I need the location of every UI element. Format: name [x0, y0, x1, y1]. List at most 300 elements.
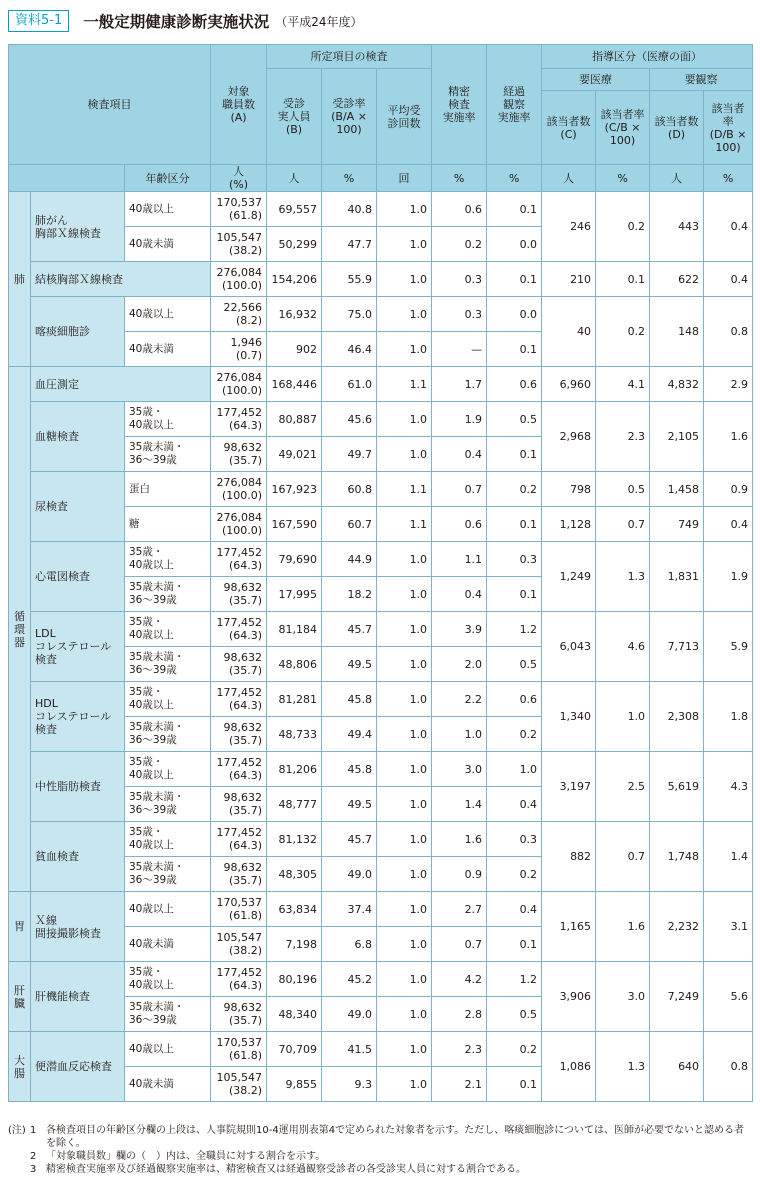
examinee-count-text: 48,806 [278, 657, 318, 671]
examinee-count [267, 787, 322, 822]
target-staff-count-text: 276,084 [216, 266, 263, 279]
detail-exam-rate [432, 1067, 487, 1102]
examinee-count-text: 81,184 [278, 622, 318, 636]
age-group [125, 752, 211, 787]
examinee-count [267, 332, 322, 367]
age-group-text: 40歳以上 [129, 979, 174, 991]
target-staff-count-text: (38.2) [228, 944, 263, 957]
target-staff-count-text: 105,547 [216, 1071, 263, 1084]
observation-count-text: 640 [678, 1060, 700, 1073]
target-staff-count-text: (64.3) [228, 419, 263, 432]
observation-rate [704, 472, 753, 507]
age-group-text: 35歳・ [129, 756, 164, 768]
follow-up-rate [487, 472, 542, 507]
examinee-count [267, 682, 322, 717]
target-staff-count-text: (35.7) [228, 454, 263, 467]
exam-item-name-text: 胸部Ｘ線検査 [35, 226, 101, 240]
observation-count [650, 542, 704, 612]
observation-rate [704, 752, 753, 822]
avg-visits-text: 1.0 [409, 692, 428, 706]
treatment-rate [596, 892, 650, 962]
treatment-count-text: 2,968 [559, 430, 592, 443]
follow-up-rate-text: 0.6 [519, 692, 538, 706]
category-label [9, 1032, 31, 1102]
treatment-count-text: 6,043 [559, 640, 592, 653]
treatment-count-text: 210 [570, 272, 592, 286]
table-row [9, 542, 753, 577]
avg-visits-text: 1.1 [409, 482, 428, 496]
exam-rate-text: 47.7 [347, 237, 373, 251]
target-staff-count-text: 98,632 [223, 651, 263, 664]
header-unit [432, 165, 487, 192]
exam-item-name-text: 結核胸部Ｘ線検査 [35, 272, 123, 286]
follow-up-rate-text: 0.0 [519, 237, 538, 251]
target-staff-count [211, 822, 267, 857]
age-group-text: 35歳・ [129, 966, 164, 978]
observation-rate-text: 2.9 [730, 377, 749, 391]
target-staff-count-text: 177,452 [216, 546, 263, 559]
examinee-count [267, 962, 322, 997]
target-staff-count-text: (35.7) [228, 1014, 263, 1027]
header-detail-exam-rate [432, 45, 487, 165]
follow-up-rate-text: 1.0 [519, 762, 538, 776]
exam-rate [322, 612, 377, 647]
follow-up-rate-text: 0.1 [519, 272, 538, 286]
detail-exam-rate-text: 1.9 [464, 412, 483, 426]
examinee-count-text: 80,887 [278, 412, 318, 426]
exam-rate-text: 44.9 [347, 552, 373, 566]
detail-exam-rate [432, 682, 487, 717]
observation-rate [704, 192, 753, 262]
avg-visits [377, 822, 432, 857]
detail-exam-rate-text: — [471, 342, 483, 356]
observation-count [650, 682, 704, 752]
target-staff-count [211, 192, 267, 227]
examinee-count-text: 81,206 [278, 762, 318, 776]
table-row [9, 752, 753, 787]
treatment-rate-text: 2.3 [627, 430, 646, 443]
header-examinees-text: (B) [285, 123, 303, 136]
header-rate-d-text: 100) [715, 140, 741, 154]
exam-item-name-text: 尿検査 [35, 500, 68, 513]
treatment-count-text: 40 [577, 325, 592, 338]
header-examinees-text: 実人員 [277, 110, 311, 123]
treatment-count-text: 1,165 [559, 920, 592, 933]
header-unit-text: % [343, 171, 355, 185]
target-staff-count [211, 472, 267, 507]
exam-rate [322, 962, 377, 997]
target-staff-count-text: 98,632 [223, 441, 263, 454]
detail-exam-rate-text: 2.8 [464, 1007, 483, 1021]
target-staff-count-text: (35.7) [228, 594, 263, 607]
header-avg-visits-text: 診回数 [387, 116, 421, 130]
exam-rate-text: 45.2 [347, 972, 373, 986]
observation-rate-text: 4.3 [730, 780, 749, 793]
follow-up-rate-text: 0.2 [519, 727, 538, 741]
follow-up-rate [487, 717, 542, 752]
category-char: 大 [14, 1053, 25, 1067]
observation-count-text: 622 [678, 272, 700, 286]
header-examinees [267, 69, 322, 165]
exam-item-name-text: 間接撮影検査 [35, 926, 101, 940]
target-staff-count-text: 177,452 [216, 686, 263, 699]
follow-up-rate-text: 0.3 [519, 552, 538, 566]
follow-up-rate [487, 192, 542, 227]
header-rate-c-text: (C/B × [604, 121, 641, 134]
examinee-count-text: 9,855 [285, 1077, 318, 1091]
examinee-count [267, 857, 322, 892]
examinee-count-text: 167,590 [271, 517, 318, 531]
header-unit-text: 人 [288, 171, 300, 185]
target-staff-count-text: 98,632 [223, 1001, 263, 1014]
observation-count-text: 148 [678, 325, 700, 338]
exam-rate [322, 997, 377, 1032]
avg-visits [377, 332, 432, 367]
header-needs-observation [650, 69, 753, 91]
target-staff-count-text: 177,452 [216, 616, 263, 629]
header-follow-up-rate-text: 実施率 [497, 111, 531, 124]
treatment-count-text: 1,340 [559, 710, 592, 723]
examinee-count [267, 612, 322, 647]
header-target-unit-text: 人 [233, 165, 245, 178]
header-rate-c-text: 100) [609, 134, 636, 147]
target-staff-count-text: (8.2) [235, 314, 263, 327]
treatment-rate [596, 542, 650, 612]
examinee-count-text: 48,305 [278, 867, 318, 881]
exam-rate [322, 822, 377, 857]
examinee-count [267, 927, 322, 962]
age-group [125, 577, 211, 612]
avg-visits-text: 1.0 [409, 237, 428, 251]
follow-up-rate [487, 647, 542, 682]
detail-exam-rate [432, 472, 487, 507]
examinee-count [267, 717, 322, 752]
header-needs-treatment-text: 要医療 [579, 73, 613, 86]
observation-rate-text: 3.1 [730, 920, 749, 933]
target-staff-count [211, 612, 267, 647]
header-age-group-text: 年齢区分 [145, 171, 190, 185]
exam-item-name-text: HDL [35, 697, 58, 710]
target-staff-count-text: (35.7) [228, 804, 263, 817]
treatment-rate [596, 402, 650, 472]
age-group-text: 36〜39歳 [129, 804, 177, 816]
table-row [9, 962, 753, 997]
exam-rate [322, 332, 377, 367]
header-target-staff-text: 対象 [227, 85, 250, 98]
age-group [125, 892, 211, 927]
target-staff-count [211, 997, 267, 1032]
target-staff-count-text: 177,452 [216, 406, 263, 419]
target-staff-count-text: (64.3) [228, 979, 263, 992]
examinee-count-text: 168,446 [271, 377, 318, 391]
avg-visits [377, 297, 432, 332]
avg-visits-text: 1.0 [409, 797, 428, 811]
examinee-count-text: 48,777 [278, 797, 318, 811]
avg-visits-text: 1.0 [409, 622, 428, 636]
table-row [9, 192, 753, 227]
examinee-count [267, 892, 322, 927]
follow-up-rate-text: 1.2 [519, 972, 538, 986]
header-count-d [650, 91, 704, 165]
exam-item-name-text: 喀痰細胞診 [35, 325, 90, 338]
examinee-count [267, 402, 322, 437]
observation-rate [704, 507, 753, 542]
treatment-count-text: 6,960 [559, 377, 592, 391]
exam-item-name [31, 962, 125, 1032]
examinee-count [267, 297, 322, 332]
examinee-count [267, 822, 322, 857]
observation-rate [704, 297, 753, 367]
target-staff-count [211, 367, 267, 402]
header-examinees-text: 受診 [283, 97, 306, 110]
avg-visits [377, 437, 432, 472]
detail-exam-rate-text: 0.6 [464, 517, 483, 531]
footnote-item [8, 1163, 752, 1176]
target-staff-count [211, 647, 267, 682]
exam-rate-text: 6.8 [354, 937, 373, 951]
target-staff-count [211, 402, 267, 437]
detail-exam-rate-text: 4.2 [464, 972, 483, 986]
table-row [9, 892, 753, 927]
header-prescribed-exam-text: 所定項目の検査 [310, 50, 388, 63]
target-staff-count [211, 1032, 267, 1067]
age-group-text: 35歳未満・ [129, 1001, 185, 1013]
follow-up-rate [487, 1067, 542, 1102]
avg-visits [377, 647, 432, 682]
target-staff-count-text: 276,084 [216, 371, 263, 384]
treatment-rate-text: 1.6 [627, 920, 646, 933]
observation-rate [704, 1032, 753, 1102]
exam-rate [322, 402, 377, 437]
age-group [125, 437, 211, 472]
detail-exam-rate-text: 0.3 [464, 307, 483, 321]
header-unit-text: 人 [671, 171, 683, 185]
follow-up-rate [487, 577, 542, 612]
exam-rate-text: 46.4 [347, 342, 373, 356]
header-detail-exam-rate-text: 検査 [448, 98, 471, 111]
follow-up-rate [487, 542, 542, 577]
exam-rate [322, 192, 377, 227]
exam-item-name-text: 肺がん [35, 213, 68, 227]
footnote-label [8, 1163, 30, 1176]
avg-visits-text: 1.0 [409, 447, 428, 461]
target-staff-count-text: 177,452 [216, 966, 263, 979]
exam-rate [322, 787, 377, 822]
exam-rate [322, 1032, 377, 1067]
detail-exam-rate [432, 892, 487, 927]
age-group-text: 蛋白 [129, 482, 150, 495]
avg-visits [377, 192, 432, 227]
treatment-count-text: 3,197 [559, 780, 592, 793]
header-unit [377, 165, 432, 192]
avg-visits [377, 1032, 432, 1067]
treatment-count [542, 192, 596, 262]
exam-item-name-text: 貧血検査 [35, 850, 79, 863]
examinee-count-text: 902 [296, 342, 318, 356]
table-row [9, 367, 753, 402]
examinee-count [267, 752, 322, 787]
age-group-text: 40歳以上 [129, 839, 174, 851]
avg-visits-text: 1.0 [409, 902, 428, 916]
header-follow-up-rate-text: 観察 [503, 98, 526, 111]
exam-rate-text: 61.0 [347, 377, 373, 391]
treatment-rate-text: 0.1 [627, 272, 646, 286]
header-unit [542, 165, 596, 192]
target-staff-count [211, 227, 267, 262]
exam-rate [322, 577, 377, 612]
examinee-count [267, 367, 322, 402]
detail-exam-rate [432, 577, 487, 612]
footnote-number: 1 [30, 1125, 37, 1136]
exam-rate-text: 55.9 [347, 272, 373, 286]
age-group [125, 507, 211, 542]
examinee-count [267, 507, 322, 542]
observation-count-text: 5,619 [667, 780, 700, 793]
treatment-count [542, 507, 596, 542]
table-row [9, 682, 753, 717]
examinee-count [267, 997, 322, 1032]
treatment-count [542, 472, 596, 507]
target-staff-count-text: 170,537 [216, 196, 263, 209]
target-staff-count-text: 98,632 [223, 861, 263, 874]
exam-item-name-text: 検査 [35, 653, 57, 666]
age-group [125, 857, 211, 892]
examinee-count-text: 48,340 [278, 1007, 318, 1021]
exam-rate [322, 437, 377, 472]
observation-rate [704, 612, 753, 682]
age-group-text: 40歳以上 [129, 307, 174, 320]
observation-count-text: 443 [678, 220, 700, 233]
follow-up-rate [487, 507, 542, 542]
age-group-text: 40歳以上 [129, 559, 174, 571]
exam-rate [322, 367, 377, 402]
examinee-count-text: 17,995 [278, 587, 318, 601]
detail-exam-rate-text: 2.3 [464, 1042, 483, 1056]
avg-visits-text: 1.0 [409, 867, 428, 881]
target-staff-count-text: 22,566 [223, 301, 263, 314]
follow-up-rate-text: 0.1 [519, 517, 538, 531]
treatment-rate [596, 507, 650, 542]
observation-rate-text: 1.6 [730, 430, 749, 443]
follow-up-rate [487, 262, 542, 297]
detail-exam-rate [432, 507, 487, 542]
avg-visits-text: 1.0 [409, 552, 428, 566]
detail-exam-rate [432, 717, 487, 752]
age-group-text: 35歳・ [129, 826, 164, 838]
header-unit-text: % [453, 171, 465, 185]
header-target-staff [211, 45, 267, 165]
exam-item-name [31, 262, 211, 297]
treatment-rate [596, 682, 650, 752]
observation-rate-text: 5.9 [730, 640, 749, 653]
treatment-rate [596, 752, 650, 822]
examinee-count [267, 577, 322, 612]
treatment-count [542, 297, 596, 367]
age-group-text: 35歳未満・ [129, 791, 185, 803]
avg-visits [377, 542, 432, 577]
target-staff-count-text: (61.8) [228, 909, 263, 922]
treatment-rate-text: 0.2 [627, 220, 646, 233]
exam-rate-text: 37.4 [347, 902, 373, 916]
observation-rate [704, 682, 753, 752]
detail-exam-rate [432, 927, 487, 962]
treatment-count [542, 1032, 596, 1102]
age-group [125, 297, 211, 332]
detail-exam-rate [432, 612, 487, 647]
detail-exam-rate [432, 367, 487, 402]
header-unit [596, 165, 650, 192]
exam-item-name-text: 肝機能検査 [35, 990, 90, 1003]
table-row [9, 297, 753, 332]
detail-exam-rate-text: 3.9 [464, 622, 483, 636]
exam-item-name [31, 892, 125, 962]
exam-rate-text: 60.7 [347, 517, 373, 531]
header-avg-visits-text: 平均受 [387, 103, 421, 117]
age-group [125, 402, 211, 437]
category-char: 臓 [14, 996, 25, 1010]
detail-exam-rate-text: 1.6 [464, 832, 483, 846]
examinee-count-text: 7,198 [285, 937, 318, 951]
follow-up-rate [487, 822, 542, 857]
exam-rate [322, 682, 377, 717]
header-avg-visits [377, 69, 432, 165]
detail-exam-rate-text: 0.4 [464, 587, 483, 601]
detail-exam-rate-text: 0.6 [464, 202, 483, 216]
treatment-count [542, 612, 596, 682]
avg-visits-text: 1.0 [409, 657, 428, 671]
follow-up-rate [487, 612, 542, 647]
avg-visits [377, 717, 432, 752]
health-checkup-table [8, 44, 753, 1102]
category-label [9, 192, 31, 367]
target-staff-count [211, 717, 267, 752]
target-staff-count-text: (64.3) [228, 629, 263, 642]
age-group-text: 35歳未満・ [129, 721, 185, 733]
treatment-count [542, 892, 596, 962]
category-char: 肺 [14, 272, 25, 286]
observation-rate-text: 1.8 [730, 710, 749, 723]
exam-item-name [31, 1032, 125, 1102]
detail-exam-rate [432, 262, 487, 297]
examinee-count-text: 80,196 [278, 972, 318, 986]
avg-visits [377, 262, 432, 297]
follow-up-rate-text: 0.2 [519, 1042, 538, 1056]
detail-exam-rate [432, 647, 487, 682]
header-guidance-text: 指導区分（医療の面） [592, 50, 703, 63]
avg-visits-text: 1.1 [409, 517, 428, 531]
header-count-c [542, 91, 596, 165]
footnote-label [8, 1150, 30, 1163]
target-staff-count-text: (100.0) [221, 384, 263, 397]
follow-up-rate [487, 297, 542, 332]
target-staff-count-text: (61.8) [228, 1049, 263, 1062]
category-char: 環 [14, 622, 25, 636]
detail-exam-rate [432, 822, 487, 857]
document-badge: 資料5-1 [8, 10, 69, 32]
treatment-rate-text: 0.2 [627, 325, 646, 338]
table-row [9, 822, 753, 857]
age-group-text: 35歳未満・ [129, 441, 185, 453]
detail-exam-rate [432, 332, 487, 367]
exam-rate [322, 227, 377, 262]
observation-rate-text: 0.8 [730, 1060, 749, 1073]
detail-exam-rate [432, 787, 487, 822]
treatment-rate [596, 1032, 650, 1102]
treatment-rate-text: 2.5 [627, 780, 646, 793]
detail-exam-rate-text: 2.2 [464, 692, 483, 706]
age-group-text: 35歳・ [129, 406, 164, 418]
age-group-text: 40歳未満 [129, 937, 174, 950]
